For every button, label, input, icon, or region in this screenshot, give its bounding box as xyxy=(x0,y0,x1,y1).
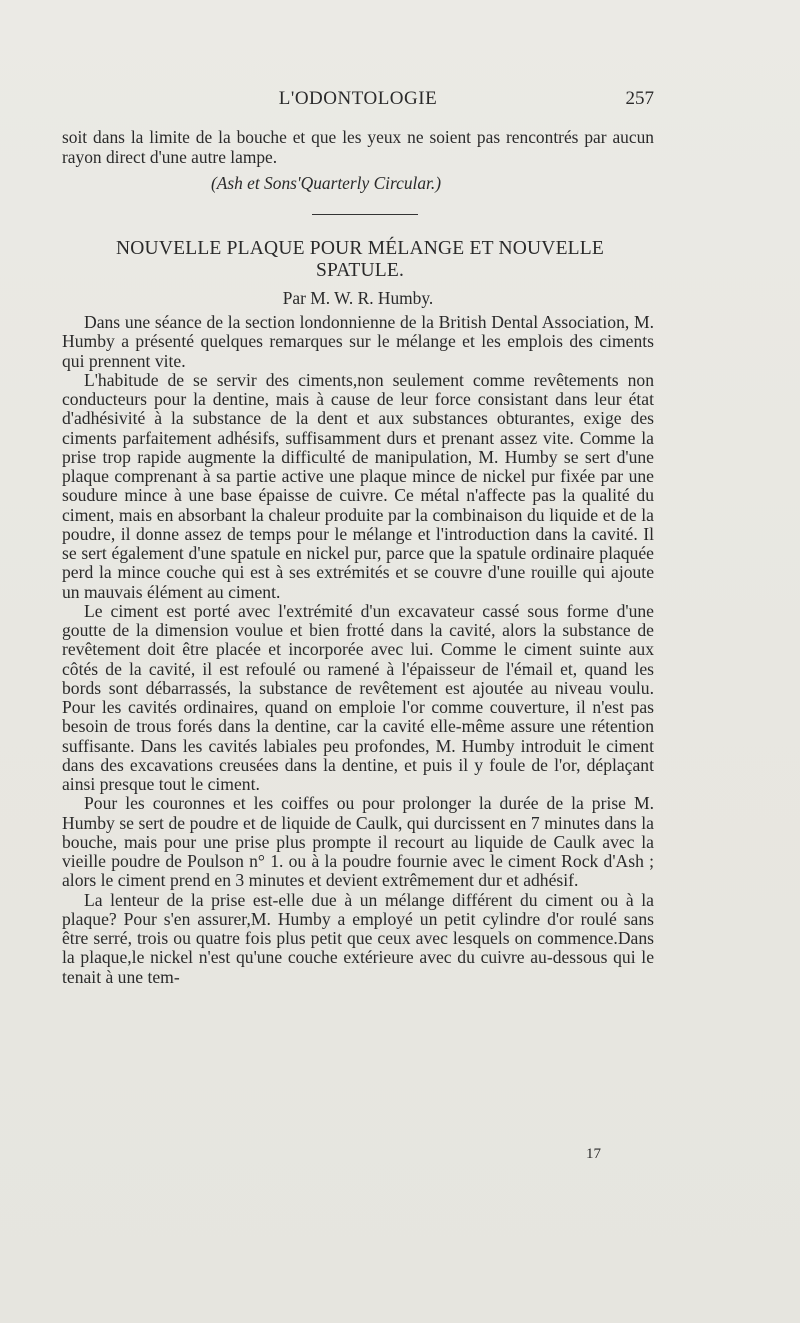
paragraph: L'habitude de se servir des ciments,non seulement comme revêtements non conducteurs pour la dentine, mais à cause de leur force consistant dans leur état d'adhésivité à la substance de la dent et aux substances obturantes, exige des ciments parfaitement adhésifs, suffisamment durs et prenant assez vite. Comme la prise trop rapide augmente la difficulté de manipulation, M. Humby se sert d'une plaque comprenant à sa partie active une plaque mince de nickel pur fixée par une soudure mince à une base épaisse de cuivre. Ce métal n'affecte pas la qualité du ciment, mais en absorbant la chaleur produite par la combinaison du liquide et de la poudre, il donne assez de temps pour le mélange et l'introduction dans la cavité. Il se sert également d'une spatule en nickel pur, parce que la spatule ordinaire plaquée perd la mince couche qui est à ses extrémités et se couvre d'une rouille qui ajoute un mauvais élément au ciment. xyxy=(62,369,654,602)
article-body xyxy=(62,313,654,987)
paragraph: La lenteur de la prise est-elle due à un mélange différent du ciment ou à la plaque? Pour s'en assurer,M. Humby a employé un petit cylindre d'or roulé sans être serré, trois ou quatre fois plus petit que ceux avec lesquels on commence.Dans la plaque,le nickel n'est qu'une couche extérieure avec du cuivre au-dessous qui le tenait à une tem- xyxy=(62,889,654,987)
section-divider xyxy=(312,214,418,215)
page-number: 257 xyxy=(625,88,654,109)
journal-title: L'ODONTOLOGIE xyxy=(278,88,438,109)
running-head xyxy=(62,88,654,116)
source-citation: (Ash et Sons'Quarterly Circular.) xyxy=(210,173,442,193)
paragraph: Pour les couronnes et les coiffes ou pour prolonger la durée de la prise M. Humby se sert de poudre et de liquide de Caulk, qui durcissent en 7 minutes dans la bouche, mais pour une prise plus prompte il recourt au liquide de Caulk avec la vieille poudre de Poulson n° 1. ou à la poudre fournie avec le ciment Rock d'Ash ; alors le ciment prend en 3 minutes et devient extrêmement dur et adhésif. xyxy=(62,793,654,891)
article-title: NOUVELLE PLAQUE POUR MÉLANGE ET NOUVELLE SPATULE. xyxy=(115,238,605,281)
intro-text: soit dans la limite de la bouche et que les yeux ne soient pas rencontrés par aucun rayon direct d'une autre lampe. xyxy=(62,127,654,167)
paragraph: Dans une séance de la section londonnienne de la British Dental Association, M. Humby a présenté quelques remarques sur le mélange et les emplois des ciments qui prennent vite. xyxy=(62,312,654,371)
signature-mark: 17 xyxy=(586,1146,601,1162)
intro-paragraph xyxy=(62,128,654,168)
paragraph: Le ciment est porté avec l'extrémité d'un excavateur cassé sous forme d'une goutte de la dimension voulue et bien frotté dans la cavité, alors la substance de revêtement doit être placée et incorporée avec lui. Comme le ciment suinte aux côtés de la cavité, il est refoulé ou ramené à l'épaisseur de l'émail et, quand les bords sont débarrassés, la substance de revêtement est ajoutée au niveau voulu. Pour les cavités ordinaires, quand on emploie l'or comme couverture, il n'est pas besoin de trous forés dans la dentine, car la cavité elle-même assure une rétention suffisante. Dans les cavités labiales peu profondes, M. Humby introduit le ciment dans des excavations creusées dans la dentine, et puis il y foule de l'or, déplaçant ainsi presque tout le ciment. xyxy=(62,600,654,794)
article-author: Par M. W. R. Humby. xyxy=(282,288,434,308)
